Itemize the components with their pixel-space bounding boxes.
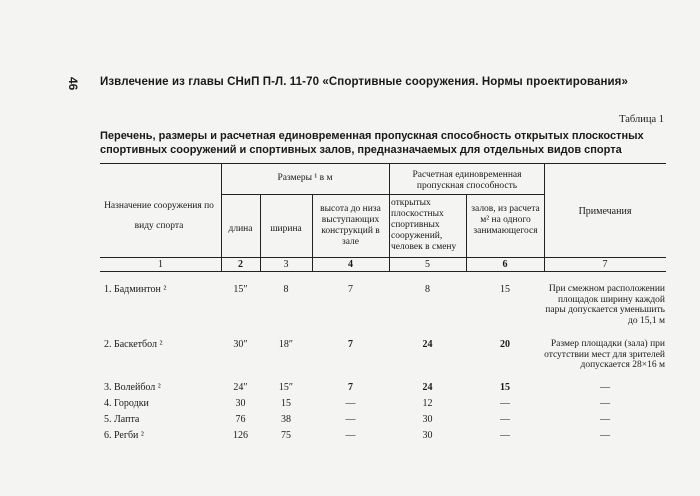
header-notes: Примечания bbox=[578, 206, 632, 217]
header-sizes-group: Размеры ¹ в м bbox=[277, 173, 333, 183]
column-number: 5 bbox=[425, 259, 430, 270]
header-capacity-group: Расчетная единовременная пропускная способность bbox=[412, 170, 522, 191]
cell-note: Размер площадки (зала) при отсутствии мест для зрителей допускается 28×16 м bbox=[544, 339, 665, 370]
table-label: Таблица 1 bbox=[619, 114, 664, 125]
cell-width: 8 bbox=[283, 284, 289, 295]
cell-width: 15 bbox=[281, 398, 291, 409]
cell-length: 30″ bbox=[233, 339, 248, 350]
cell-height: — bbox=[345, 430, 356, 441]
header-width: ширина bbox=[270, 224, 302, 234]
caption-line-2: спортивных сооружений и спортивных залов, предназначаемых для отдельных видов спорта bbox=[100, 144, 622, 156]
header-length: длина bbox=[228, 224, 253, 234]
table-caption bbox=[100, 129, 666, 157]
cell-width: 38 bbox=[281, 414, 291, 425]
column-number: 6 bbox=[502, 259, 508, 270]
cell-open: 12 bbox=[422, 398, 433, 409]
cell-length: 15″ bbox=[233, 284, 248, 295]
column-number: 7 bbox=[602, 259, 608, 270]
cell-note: — bbox=[600, 398, 610, 409]
row-label: 4. Городки bbox=[104, 398, 149, 409]
cell-halls: 20 bbox=[500, 339, 510, 350]
cell-open: 8 bbox=[425, 284, 430, 295]
cell-height: — bbox=[345, 414, 356, 425]
cell-height: 7 bbox=[348, 284, 353, 295]
caption-line-1: Перечень, размеры и расчетная единовременная пропускная способность открытых плоскостных bbox=[100, 130, 644, 142]
cell-width: 18″ bbox=[278, 339, 294, 350]
cell-halls: — bbox=[500, 398, 510, 409]
cell-note: При смежном расположении площадок ширину каждой пары допускается уменьшить до 15,1 м bbox=[545, 284, 665, 326]
column-number: 1 bbox=[158, 259, 163, 270]
header-height: высота до низа выступающих конструкций в зале bbox=[320, 204, 381, 247]
cell-halls: — bbox=[500, 414, 510, 425]
header-name: Назначение сооружения по виду спорта bbox=[104, 201, 214, 231]
row-label: 3. Волейбол ² bbox=[104, 382, 161, 393]
cell-halls: — bbox=[500, 430, 510, 441]
cell-width: 75 bbox=[281, 430, 291, 441]
cell-length: 30 bbox=[235, 398, 246, 409]
cell-height: 7 bbox=[348, 339, 353, 350]
column-divider bbox=[389, 163, 390, 271]
header-open: открытых плоскостных спортивных сооружений, человек в смену bbox=[391, 198, 457, 252]
cell-open: 30 bbox=[422, 430, 433, 441]
cell-length: 24″ bbox=[233, 382, 248, 393]
cell-note: — bbox=[600, 382, 610, 393]
row-label: 6. Регби ² bbox=[104, 430, 144, 441]
page-number: 46 bbox=[66, 77, 80, 91]
cell-open: 24 bbox=[422, 382, 433, 393]
row-label: 2. Баскетбол ² bbox=[104, 339, 163, 350]
sizes-group-rule bbox=[221, 194, 389, 195]
column-divider bbox=[544, 163, 545, 271]
header-halls: залов, из расчета м² на одного занимающегося bbox=[471, 204, 540, 236]
header-bottom-rule bbox=[100, 257, 666, 258]
row-label: 1. Бадминтон ² bbox=[104, 284, 167, 295]
column-numbers-rule bbox=[100, 271, 666, 272]
cell-open: 30 bbox=[422, 414, 433, 425]
cell-halls: 15 bbox=[500, 382, 510, 393]
cell-length: 76 bbox=[235, 414, 246, 425]
row-label: 5. Лапта bbox=[104, 414, 140, 425]
cell-length: 126 bbox=[233, 430, 248, 441]
cell-halls: 15 bbox=[500, 284, 510, 295]
cell-open: 24 bbox=[422, 339, 433, 350]
cell-width: 15″ bbox=[278, 382, 294, 393]
cell-note: — bbox=[600, 430, 610, 441]
cell-note: — bbox=[600, 414, 610, 425]
column-number: 2 bbox=[238, 259, 243, 270]
column-number: 3 bbox=[283, 259, 289, 270]
running-header: Извлечение из главы СНиП П-Л. 11-70 «Спортивные сооружения. Нормы проектирования» bbox=[100, 76, 628, 88]
cell-height: 7 bbox=[348, 382, 353, 393]
cell-height: — bbox=[345, 398, 356, 409]
column-number: 4 bbox=[348, 259, 353, 270]
table-top-rule bbox=[100, 163, 666, 164]
